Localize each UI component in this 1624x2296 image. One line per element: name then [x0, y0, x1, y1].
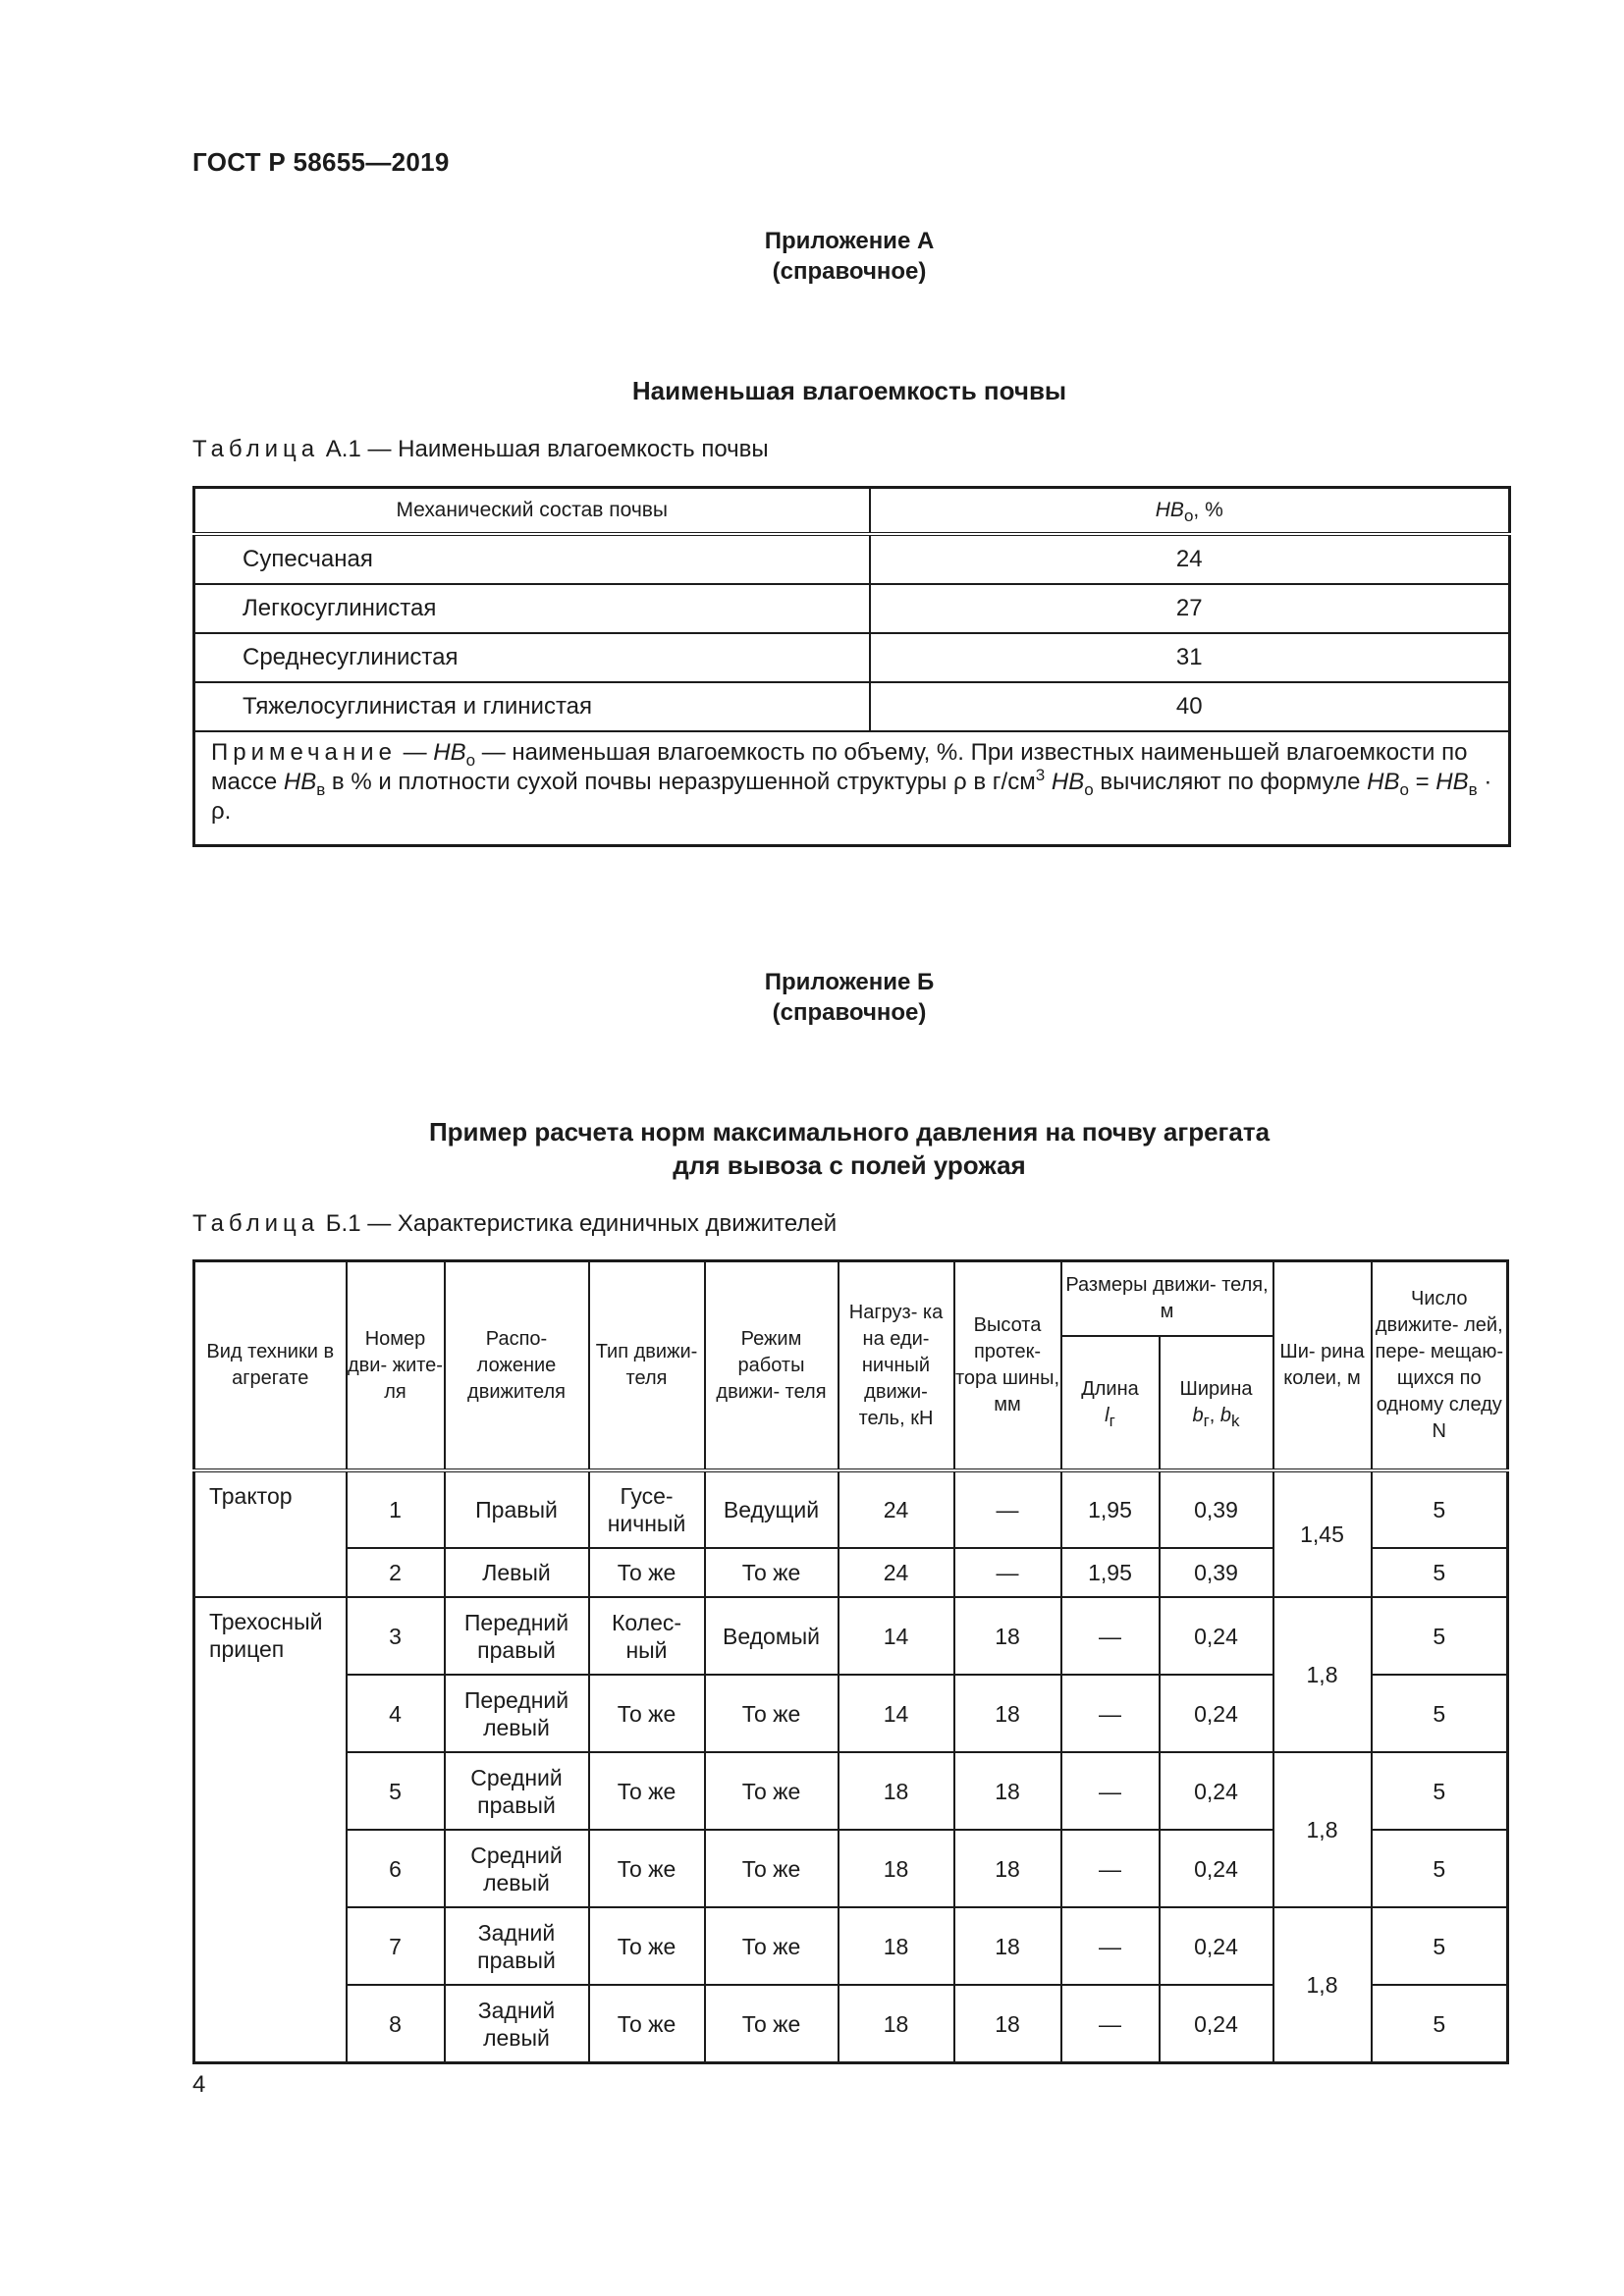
width-cell: 0,39 — [1160, 1470, 1273, 1548]
header-track: Ши- рина колеи, м — [1273, 1261, 1372, 1471]
track-cell: 1,8 — [1273, 1907, 1372, 2063]
appendix-b-heading — [192, 967, 1506, 1028]
table-a1-header-hbo: $HB_о$, % — [870, 488, 1510, 535]
table-b1-caption-text: Б.1 — Характеристика единичных движителей — [319, 1210, 838, 1237]
position-cell: Передний правый — [445, 1597, 589, 1675]
length-cell: — — [1061, 1597, 1160, 1675]
mode-cell: Ведущий — [705, 1470, 839, 1548]
number-cell: 7 — [347, 1907, 445, 1985]
count-cell: 5 — [1372, 1470, 1508, 1548]
header-type: Тип движи- теля — [589, 1261, 705, 1471]
appendix-a-subtitle: (справочное) — [772, 258, 927, 285]
width-cell: 0,24 — [1160, 1907, 1273, 1985]
width-cell: 0,24 — [1160, 1597, 1273, 1675]
number-cell: 8 — [347, 1985, 445, 2063]
width-cell: 0,24 — [1160, 1675, 1273, 1752]
table-b1 — [192, 1259, 1509, 2064]
soil-name: Среднесуглинистая — [194, 633, 870, 682]
number-cell: 5 — [347, 1752, 445, 1830]
table-row — [194, 1752, 1508, 1830]
soil-name: Супесчаная — [194, 534, 870, 584]
type-cell: То же — [589, 1907, 705, 1985]
table-a1-note: Примечание — $HB_о$ — наименьшая влагоемкость по объему, %. При известных наименьшей влагоемкости по массе $HB_в$ в % и плотности сухой почвы неразрушенной структуры ρ в $г/см^3$ $HB_о$ вычисляют по формуле $HB_о = HB_в \cdot \rho$. — [194, 731, 1510, 846]
table-a1-header-composition: Механический состав почвы — [194, 488, 870, 535]
appendix-a-section-title: Наименьшая влагоемкость почвы — [631, 376, 1067, 405]
table-a1-caption-text: А.1 — Наименьшая влагоемкость почвы — [319, 436, 769, 462]
table-a1-note-row — [194, 731, 1510, 846]
appendix-a-title: Приложение А — [764, 228, 935, 254]
appendix-b-title: Приложение Б — [764, 969, 935, 995]
appendix-b-subtitle: (справочное) — [772, 999, 927, 1026]
count-cell: 5 — [1372, 1675, 1508, 1752]
number-cell: 3 — [347, 1597, 445, 1675]
position-cell: Левый — [445, 1548, 589, 1597]
table-row — [194, 633, 1510, 682]
type-cell: Колес- ный — [589, 1597, 705, 1675]
mode-cell: То же — [705, 1907, 839, 1985]
type-cell: То же — [589, 1548, 705, 1597]
count-cell: 5 — [1372, 1597, 1508, 1675]
tread-cell: 18 — [954, 1907, 1061, 1985]
type-cell: Гусе- ничный — [589, 1470, 705, 1548]
load-cell: 18 — [839, 1830, 954, 1907]
track-cell: 1,8 — [1273, 1597, 1372, 1752]
tread-cell: — — [954, 1470, 1061, 1548]
track-cell: 1,8 — [1273, 1752, 1372, 1907]
soil-value: 40 — [870, 682, 1510, 731]
type-cell: То же — [589, 1830, 705, 1907]
appendix-b-section-title-line1: Пример расчета норм максимального давления на почву агрегата — [428, 1117, 1271, 1147]
appendix-b-section-title — [192, 1115, 1506, 1182]
mode-cell: То же — [705, 1752, 839, 1830]
header-count: Число движите- лей, пере- мещаю- щихся по одному следу N — [1372, 1261, 1508, 1471]
count-cell: 5 — [1372, 1548, 1508, 1597]
header-dims: Размеры движи- теля, м — [1061, 1261, 1273, 1337]
header-tread: Высота протек- тора шины, мм — [954, 1261, 1061, 1471]
tread-cell: 18 — [954, 1597, 1061, 1675]
mode-cell: То же — [705, 1675, 839, 1752]
position-cell: Средний правый — [445, 1752, 589, 1830]
soil-value: 31 — [870, 633, 1510, 682]
appendix-a-heading — [192, 226, 1506, 287]
width-cell: 0,39 — [1160, 1548, 1273, 1597]
load-cell: 14 — [839, 1597, 954, 1675]
header-kind: Вид техники в агрегате — [194, 1261, 347, 1471]
table-row — [194, 1907, 1508, 1985]
load-cell: 18 — [839, 1985, 954, 2063]
table-row — [194, 1470, 1508, 1548]
soil-value: 27 — [870, 584, 1510, 633]
appendix-b-section-title-line2: для вывоза с полей урожая — [673, 1150, 1026, 1180]
soil-name: Тяжелосуглинистая и глинистая — [194, 682, 870, 731]
position-cell: Задний правый — [445, 1907, 589, 1985]
load-cell: 18 — [839, 1752, 954, 1830]
tread-cell: 18 — [954, 1752, 1061, 1830]
load-cell: 24 — [839, 1470, 954, 1548]
number-cell: 2 — [347, 1548, 445, 1597]
type-cell: То же — [589, 1675, 705, 1752]
table-a1 — [192, 486, 1511, 847]
header-number: Номер дви- жите- ля — [347, 1261, 445, 1471]
header-width: Ширина $b_г$, $b_k$ — [1160, 1336, 1273, 1470]
mode-cell: То же — [705, 1985, 839, 2063]
position-cell: Передний левый — [445, 1675, 589, 1752]
table-b1-caption — [192, 1210, 837, 1238]
load-cell: 18 — [839, 1907, 954, 1985]
header-mode: Режим работы движи- теля — [705, 1261, 839, 1471]
tread-cell: — — [954, 1548, 1061, 1597]
length-cell: — — [1061, 1675, 1160, 1752]
number-cell: 4 — [347, 1675, 445, 1752]
header-load: Нагруз- ка на еди- ничный движи- тель, кН — [839, 1261, 954, 1471]
length-cell: — — [1061, 1830, 1160, 1907]
header-position: Распо- ложение движителя — [445, 1261, 589, 1471]
length-cell: — — [1061, 1752, 1160, 1830]
length-cell: 1,95 — [1061, 1548, 1160, 1597]
table-b1-caption-prefix: Таблица — [192, 1210, 320, 1237]
number-cell: 6 — [347, 1830, 445, 1907]
tread-cell: 18 — [954, 1675, 1061, 1752]
table-row — [194, 584, 1510, 633]
soil-value: 24 — [870, 534, 1510, 584]
mode-cell: Ведомый — [705, 1597, 839, 1675]
position-cell: Средний левый — [445, 1830, 589, 1907]
page-number: 4 — [192, 2071, 206, 2098]
table-a1-caption — [192, 436, 769, 463]
tread-cell: 18 — [954, 1830, 1061, 1907]
track-cell: 1,45 — [1273, 1470, 1372, 1597]
position-cell: Задний левый — [445, 1985, 589, 2063]
length-cell: 1,95 — [1061, 1470, 1160, 1548]
soil-name: Легкосуглинистая — [194, 584, 870, 633]
type-cell: То же — [589, 1752, 705, 1830]
kind-cell: Трехосный прицеп — [194, 1597, 347, 2063]
kind-cell: Трактор — [194, 1470, 347, 1597]
mode-cell: То же — [705, 1830, 839, 1907]
table-row — [194, 534, 1510, 584]
load-cell: 24 — [839, 1548, 954, 1597]
table-a1-header-row — [194, 488, 1510, 535]
mode-cell: То же — [705, 1548, 839, 1597]
table-a1-caption-prefix: Таблица — [192, 436, 320, 462]
width-cell: 0,24 — [1160, 1985, 1273, 2063]
count-cell: 5 — [1372, 1830, 1508, 1907]
length-cell: — — [1061, 1985, 1160, 2063]
table-row — [194, 1597, 1508, 1675]
table-b1-header-row — [194, 1261, 1508, 1337]
count-cell: 5 — [1372, 1752, 1508, 1830]
width-cell: 0,24 — [1160, 1752, 1273, 1830]
header-length: Длина $l_г$ — [1061, 1336, 1160, 1470]
position-cell: Правый — [445, 1470, 589, 1548]
document-code: ГОСТ Р 58655—2019 — [192, 147, 450, 177]
count-cell: 5 — [1372, 1985, 1508, 2063]
number-cell: 1 — [347, 1470, 445, 1548]
length-cell: — — [1061, 1907, 1160, 1985]
count-cell: 5 — [1372, 1907, 1508, 1985]
width-cell: 0,24 — [1160, 1830, 1273, 1907]
type-cell: То же — [589, 1985, 705, 2063]
table-row — [194, 682, 1510, 731]
load-cell: 14 — [839, 1675, 954, 1752]
tread-cell: 18 — [954, 1985, 1061, 2063]
